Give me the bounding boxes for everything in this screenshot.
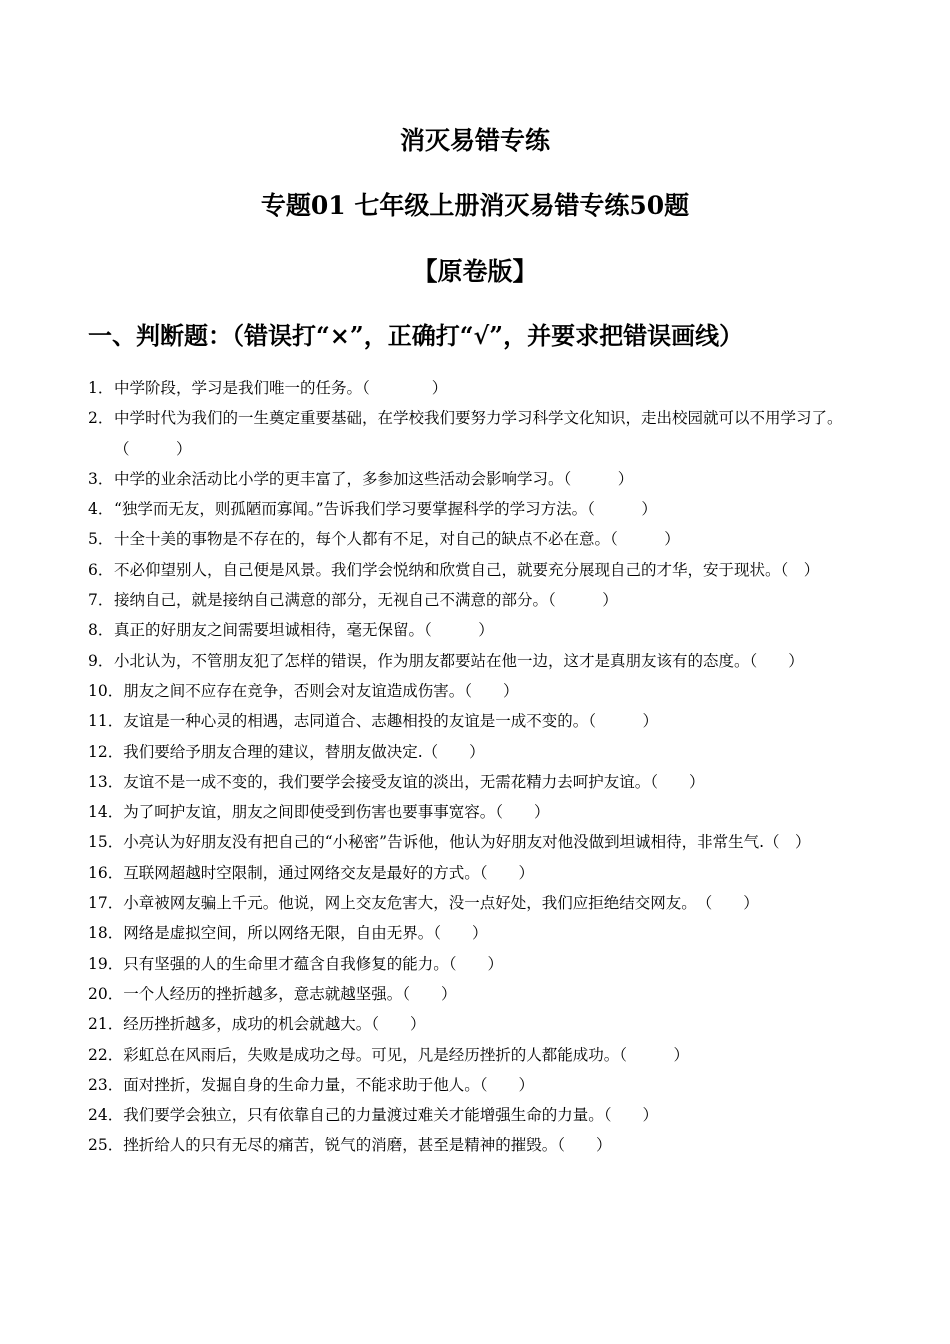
question-item bbox=[88, 827, 868, 857]
question-text: 十全十美的事物是不存在的，每个人都有不足，对自己的缺点不必在意。（ ） bbox=[114, 530, 680, 549]
question-number: 6． bbox=[88, 560, 114, 579]
question-number: 3． bbox=[88, 469, 114, 488]
question-number: 2． bbox=[88, 409, 114, 428]
question-item bbox=[88, 918, 868, 948]
question-number: 4． bbox=[88, 500, 114, 519]
question-item bbox=[88, 373, 868, 403]
question-number: 8． bbox=[88, 621, 114, 640]
question-number: 18． bbox=[88, 924, 124, 943]
question-number: 11． bbox=[88, 712, 124, 731]
question-text: 挫折给人的只有无尽的痛苦，锐气的消磨，甚至是精神的摧毁。（ ） bbox=[123, 1136, 612, 1155]
question-item bbox=[88, 767, 868, 797]
question-text: 我们要给予朋友合理的建议，替朋友做决定.（ ） bbox=[123, 742, 485, 761]
question-text: 小北认为，不管朋友犯了怎样的错误，作为朋友都要站在他一边，这才是真朋友该有的态度。（ ） bbox=[114, 651, 804, 670]
question-text: “独学而无友，则孤陋而寡闻。”告诉我们学习要掌握科学的学习方法。（ ） bbox=[114, 500, 657, 519]
question-number: 15． bbox=[88, 833, 124, 852]
question-text: 面对挫折，发掘自身的生命力量，不能求助于他人。（ ） bbox=[123, 1075, 534, 1094]
section-heading: 一、判断题：（错误打“×”，正确打“√”，并要求把错误画线） bbox=[88, 321, 744, 350]
question-item bbox=[88, 676, 868, 706]
question-item bbox=[88, 979, 868, 1009]
question-item bbox=[88, 585, 868, 615]
question-item bbox=[88, 858, 868, 888]
question-number: 24． bbox=[88, 1106, 124, 1125]
question-text: 经历挫折越多，成功的机会就越大。（ ） bbox=[123, 1015, 426, 1034]
question-text: 互联网超越时空限制，通过网络交友是最好的方式。（ ） bbox=[123, 863, 534, 882]
question-number: 21． bbox=[88, 1015, 124, 1034]
question-item bbox=[88, 1130, 868, 1160]
question-item bbox=[88, 1009, 868, 1039]
question-number: 1． bbox=[88, 379, 114, 397]
question-text: 为了呵护友谊，朋友之间即使受到伤害也要事事宽容。（ ） bbox=[123, 803, 550, 822]
question-number: 16． bbox=[88, 863, 124, 882]
question-number: 19． bbox=[88, 954, 124, 973]
question-number: 5． bbox=[88, 530, 114, 549]
question-text: 友谊是一种心灵的相遇，志同道合、志趣相投的友谊是一成不变的。（ ） bbox=[123, 712, 658, 731]
question-text: 接纳自己，就是接纳自己满意的部分，无视自己不满意的部分。（ ） bbox=[114, 591, 618, 610]
question-item bbox=[88, 494, 868, 524]
question-number: 17． bbox=[88, 894, 124, 913]
question-number: 25． bbox=[88, 1136, 124, 1155]
question-text: 小章被网友骗上千元。他说，网上交友危害大，没一点好处，我们应拒绝结交网友。 （ ） bbox=[123, 894, 759, 913]
question-item bbox=[88, 1040, 868, 1070]
question-text: 彩虹总在风雨后，失败是成功之母。可见，凡是经历挫折的人都能成功。（ ） bbox=[123, 1045, 689, 1064]
question-item bbox=[88, 1070, 868, 1100]
question-number: 14． bbox=[88, 803, 124, 822]
question-number: 23． bbox=[88, 1075, 124, 1094]
question-text: 不必仰望别人，自己便是风景。我们学会悦纳和欣赏自己，就要充分展现自己的才华，安于现状。（ ） bbox=[114, 560, 820, 579]
question-number: 22． bbox=[88, 1045, 124, 1064]
question-number: 12． bbox=[88, 742, 124, 761]
question-text: 网络是虚拟空间，所以网络无限，自由无界。（ ） bbox=[123, 924, 488, 943]
document-title: 消灭易错专练 bbox=[399, 126, 550, 155]
question-item bbox=[88, 949, 868, 979]
question-item bbox=[88, 615, 868, 645]
question-item bbox=[88, 555, 868, 585]
question-item bbox=[88, 737, 868, 767]
question-item bbox=[88, 706, 868, 736]
question-item bbox=[88, 1100, 868, 1130]
question-text: 小亮认为好朋友没有把自己的“小秘密”告诉他，他认为好朋友对他没做到坦诚相待，非常生气.（ ） bbox=[123, 833, 811, 852]
question-text: 一个人经历的挫折越多，意志就越坚强。（ ） bbox=[123, 984, 457, 1003]
question-list bbox=[88, 373, 868, 1161]
question-text: 友谊不是一成不变的，我们要学会接受友谊的淡出，无需花精力去呵护友谊。（ ） bbox=[123, 772, 705, 791]
question-item bbox=[88, 646, 868, 676]
question-number: 13． bbox=[88, 772, 124, 791]
edition-label: 【原卷版】 bbox=[412, 257, 538, 286]
question-number: 9． bbox=[88, 651, 114, 670]
question-number: 7． bbox=[88, 591, 114, 610]
question-item bbox=[88, 797, 868, 827]
question-item bbox=[88, 464, 868, 494]
question-number: 20． bbox=[88, 984, 124, 1003]
question-text: 真正的好朋友之间需要坦诚相待，毫无保留。（ ） bbox=[114, 621, 494, 640]
question-item bbox=[88, 524, 868, 554]
question-item bbox=[88, 403, 868, 464]
question-text: 中学阶段，学习是我们唯一的任务。（ ） bbox=[114, 379, 448, 397]
question-text: 中学的业余活动比小学的更丰富了，多参加这些活动会影响学习。（ ） bbox=[114, 469, 634, 488]
question-item bbox=[88, 888, 868, 918]
question-text: 中学时代为我们的一生奠定重要基础，在学校我们要努力学习科学文化知识，走出校园就可以不用学习了。（ ） bbox=[114, 409, 843, 458]
question-text: 朋友之间不应存在竞争，否则会对友谊造成伤害。（ ） bbox=[123, 681, 519, 700]
question-text: 我们要学会独立，只有依靠自己的力量渡过难关才能增强生命的力量。（ ） bbox=[123, 1106, 658, 1125]
question-number: 10． bbox=[88, 681, 124, 700]
question-text: 只有坚强的人的生命里才蕴含自我修复的能力。（ ） bbox=[123, 954, 503, 973]
document-subtitle: 专题01 七年级上册消灭易错专练50题 bbox=[260, 191, 690, 220]
